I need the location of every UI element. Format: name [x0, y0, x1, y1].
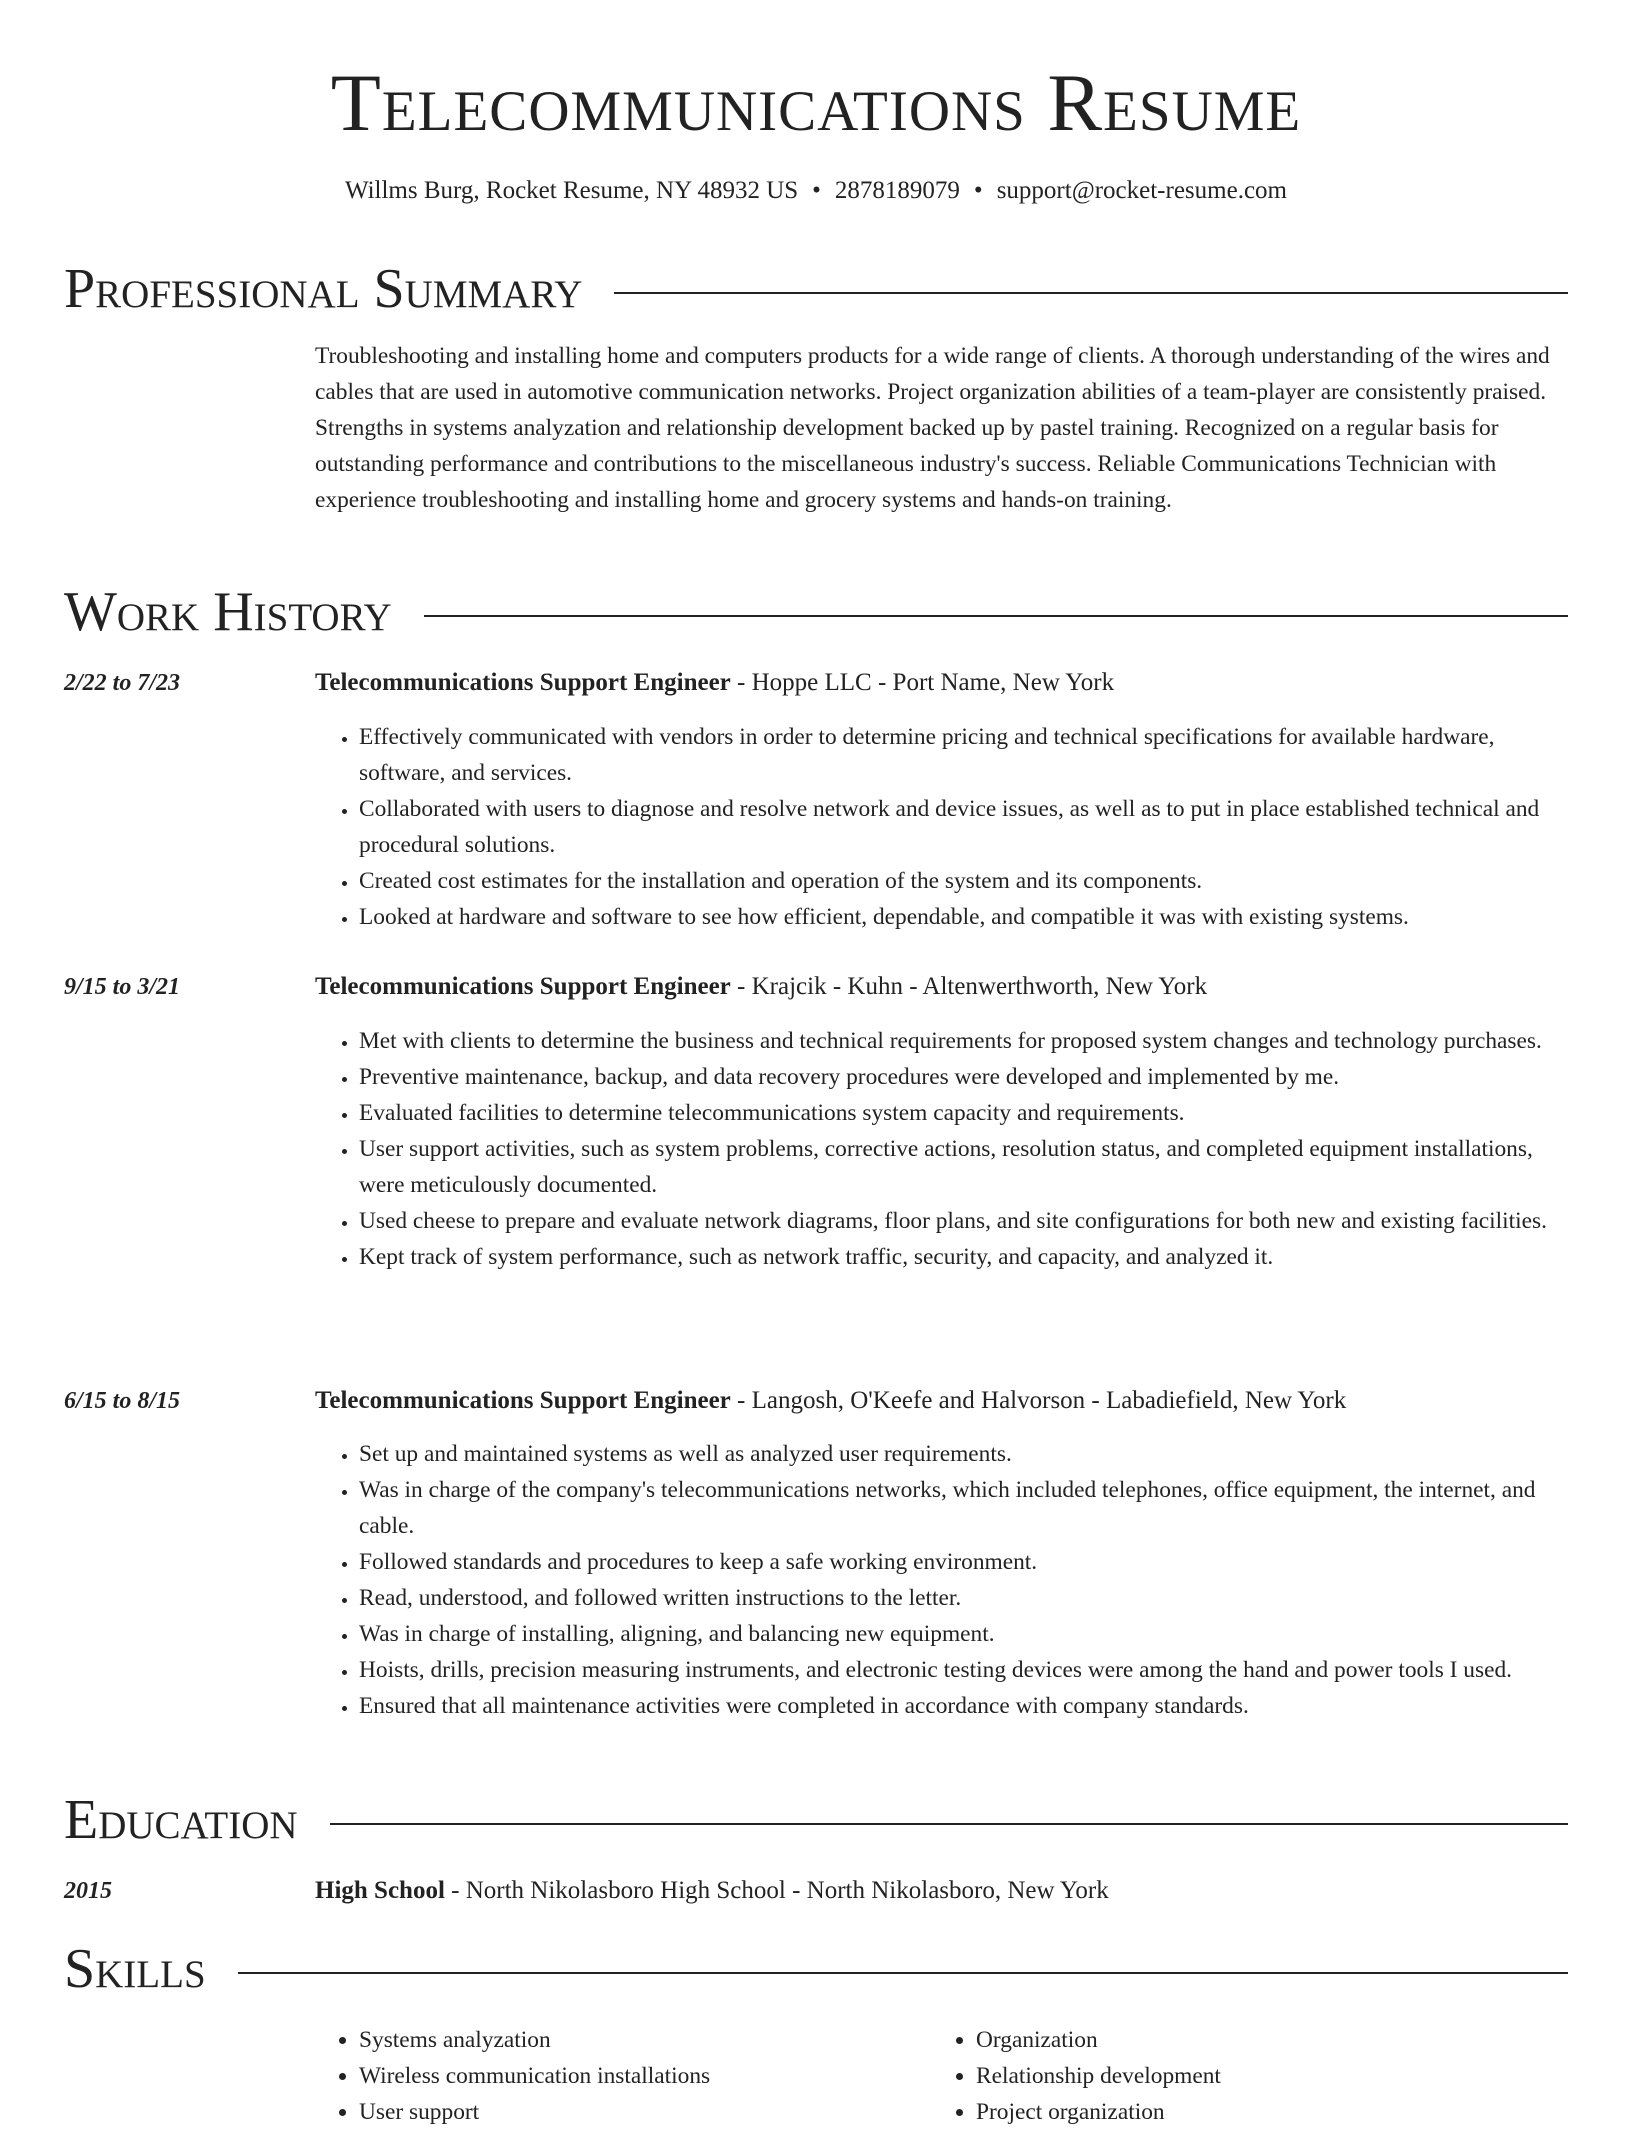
job-details: - Hoppe LLC - Port Name, New York — [730, 669, 1115, 696]
contact-separator: • — [812, 177, 821, 204]
job-heading — [315, 969, 1570, 1005]
job-bullet: • Hoists, drills, precision measuring instruments, and electronic testing devices were among the hand and power tools I used. — [359, 1652, 1570, 1688]
job-bullet: • Ensured that all maintenance activities were completed in accordance with company standards. — [359, 1688, 1570, 1724]
job-bullet: • Met with clients to determine the business and technical requirements for proposed system changes and technology purchases. — [359, 1023, 1570, 1059]
contact-line — [0, 174, 1632, 208]
job-bullet: • Collaborated with users to diagnose and resolve network and device issues, as well as to put in place established technical and procedural solutions. — [359, 791, 1570, 863]
section-divider — [238, 1972, 1568, 1974]
job-bullet: • Created cost estimates for the installation and operation of the system and its components. — [359, 863, 1570, 899]
job-bullet: • Used cheese to prepare and evaluate network diagrams, floor plans, and site configurations for both new and existing facilities. — [359, 1203, 1570, 1239]
job-title: Telecommunications Support Engineer — [315, 669, 731, 696]
job-bullet: • Followed standards and procedures to keep a safe working environment. — [359, 1544, 1570, 1580]
job-details: - Krajcik - Kuhn - Altenwerthworth, New York — [730, 973, 1208, 1000]
section-header-education — [64, 1785, 1568, 1855]
skills-list-right — [932, 2022, 1532, 2130]
section-header-work-history — [64, 577, 1568, 647]
job-bullet-list — [315, 1436, 1570, 1724]
summary-paragraph: Troubleshooting and installing home and computers products for a wide range of clients. A thorough understanding of the wires and cables that are used in automotive communication networks. Project organization abilities of a team-player are consistently praised. Strengths in systems analyzation and relationship development backed up by pastel training. Recognized on a regular basis for outstanding performance and contributions to the miscellaneous industry's success. Reliable Communications Technician with experience troubleshooting and installing home and grocery systems and hands-on training. — [315, 343, 1550, 513]
skill-item: • Wireless communication installations — [359, 2058, 915, 2094]
job-bullet: • Was in charge of installing, aligning, and balancing new equipment. — [359, 1616, 1570, 1652]
job-bullet: • Kept track of system performance, such as network traffic, security, and capacity, and analyzed it. — [359, 1239, 1570, 1275]
job-bullet: • Was in charge of the company's telecommunications networks, which included telephones, office equipment, the internet, and cable. — [359, 1472, 1570, 1544]
section-title-education: Education — [64, 1789, 298, 1851]
job-bullet: • Looked at hardware and software to see how efficient, dependable, and compatible it was with existing systems. — [359, 899, 1570, 935]
education-year: 2015 — [64, 1878, 112, 1904]
contact-address: Willms Burg, Rocket Resume, NY 48932 US — [345, 177, 799, 204]
section-title-skills: Skills — [64, 1938, 206, 2000]
skill-item: • Systems analyzation — [359, 2022, 915, 2058]
education-degree: High School — [315, 1877, 445, 1904]
section-header-summary — [64, 254, 1568, 324]
contact-separator: • — [973, 177, 983, 204]
job-dates: 9/15 to 3/21 — [64, 974, 181, 1000]
section-header-skills — [64, 1934, 1568, 2004]
skills-list-left — [315, 2022, 915, 2130]
job-dates: 2/22 to 7/23 — [64, 670, 181, 696]
skill-item: • Project organization — [976, 2094, 1532, 2130]
section-divider — [330, 1823, 1568, 1825]
job-title: Telecommunications Support Engineer — [315, 1387, 731, 1414]
section-title-summary: Professional Summary — [64, 258, 583, 320]
section-divider — [614, 292, 1568, 294]
job-heading — [315, 1383, 1570, 1419]
resume-title: Telecommunications Resume — [330, 57, 1302, 148]
skill-item: • Relationship development — [976, 2058, 1532, 2094]
job-heading — [315, 665, 1570, 701]
contact-email: support@rocket-resume.com — [996, 177, 1287, 204]
job-bullet: • Preventive maintenance, backup, and data recovery procedures were developed and implemented by me. — [359, 1059, 1570, 1095]
job-bullet: • Effectively communicated with vendors in order to determine pricing and technical specifications for available hardware, software, and services. — [359, 719, 1570, 791]
section-divider — [424, 615, 1568, 617]
job-bullet-list — [315, 719, 1570, 935]
job-bullet-list — [315, 1023, 1570, 1275]
job-details: - Langosh, O'Keefe and Halvorson - Labadiefield, New York — [730, 1387, 1347, 1414]
section-title-work-history: Work History — [64, 581, 392, 643]
job-bullet: • User support activities, such as system problems, corrective actions, resolution status, and completed equipment installations, were meticulously documented. — [359, 1131, 1570, 1203]
job-dates: 6/15 to 8/15 — [64, 1388, 181, 1414]
job-title: Telecommunications Support Engineer — [315, 973, 731, 1000]
skill-item: • Organization — [976, 2022, 1532, 2058]
skill-item: • User support — [359, 2094, 915, 2130]
job-bullet: • Set up and maintained systems as well as analyzed user requirements. — [359, 1436, 1570, 1472]
job-bullet: • Read, understood, and followed written instructions to the letter. — [359, 1580, 1570, 1616]
contact-phone: 2878189079 — [834, 177, 960, 204]
education-details: - North Nikolasboro High School - North Nikolasboro, New York — [444, 1877, 1109, 1904]
education-heading — [315, 1873, 1570, 1909]
job-bullet: • Evaluated facilities to determine telecommunications system capacity and requirements. — [359, 1095, 1570, 1131]
